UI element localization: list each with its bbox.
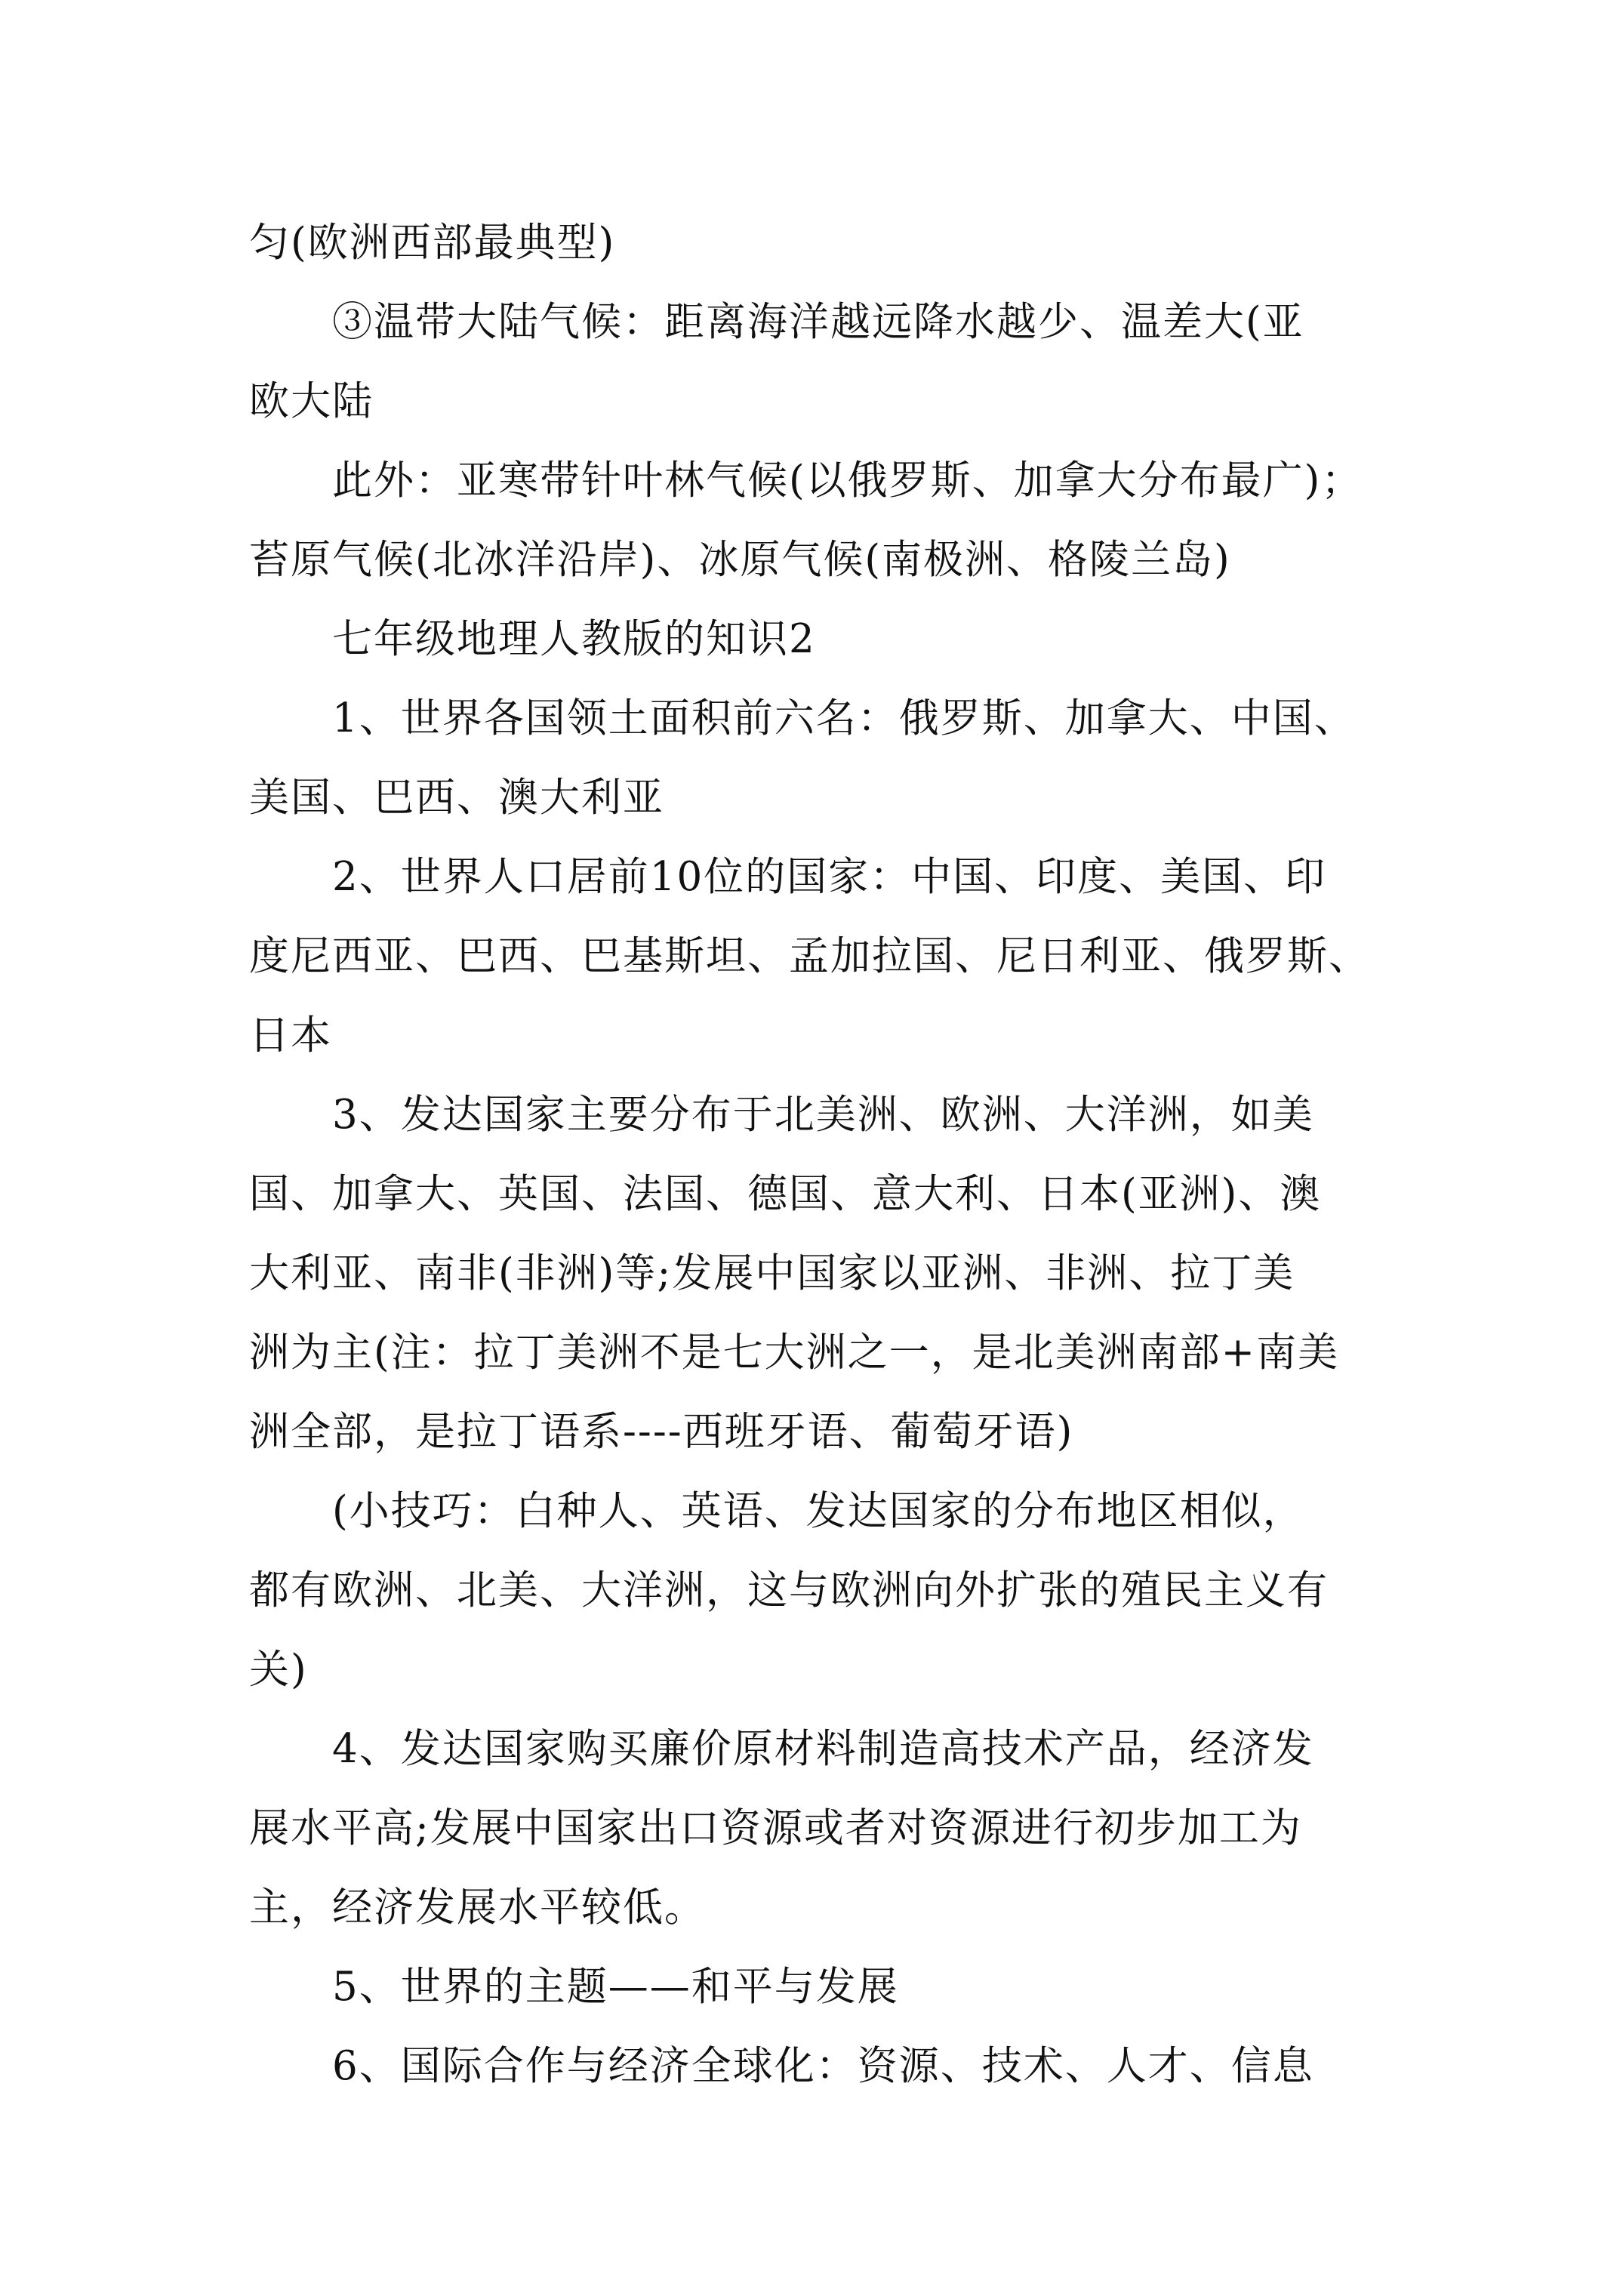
text-line: 都有欧洲、北美、大洋洲，这与欧洲向外扩张的殖民主义有 xyxy=(249,1567,1329,1613)
text-line: 度尼西亚、巴西、巴基斯坦、孟加拉国、尼日利亚、俄罗斯、 xyxy=(249,933,1370,979)
text-line: 展水平高;发展中国家出口资源或者对资源进行初步加工为 xyxy=(249,1805,1302,1851)
text-line: 洲为主(注：拉丁美洲不是七大洲之一，是北美洲南部+南美 xyxy=(249,1330,1340,1376)
text-line: 6、国际合作与经济全球化：资源、技术、人才、信息 xyxy=(332,2043,1314,2089)
text-line: (小技巧：白种人、英语、发达国家的分布地区相似， xyxy=(332,1488,1304,1534)
text-line: 国、加拿大、英国、法国、德国、意大利、日本(亚洲)、澳 xyxy=(249,1171,1322,1217)
text-line: 匀(欧洲西部最典型) xyxy=(249,220,616,266)
text-line: 此外：亚寒带针叶林气候(以俄罗斯、加拿大分布最广)； xyxy=(332,458,1363,504)
text-line: 苔原气候(北冰洋沿岸)、冰原气候(南极洲、格陵兰岛) xyxy=(249,537,1231,583)
section-heading: 七年级地理人教版的知识2 xyxy=(332,616,816,662)
text-line: 2、世界人口居前10位的国家：中国、印度、美国、印 xyxy=(332,854,1327,900)
text-line: 大利亚、南非(非洲)等;发展中国家以亚洲、非洲、拉丁美 xyxy=(249,1250,1295,1296)
text-line: 4、发达国家购买廉价原材料制造高技术产品，经济发 xyxy=(332,1726,1314,1772)
text-line: 主，经济发展水平较低。 xyxy=(249,1885,706,1931)
text-line: 洲全部，是拉丁语系----西班牙语、葡萄牙语) xyxy=(249,1409,1074,1455)
text-line: ③温带大陆气候：距离海洋越远降水越少、温差大(亚 xyxy=(332,299,1304,345)
text-line: 欧大陆 xyxy=(249,378,374,424)
text-line: 关) xyxy=(249,1647,308,1693)
text-line: 3、发达国家主要分布于北美洲、欧洲、大洋洲，如美 xyxy=(332,1092,1314,1138)
text-line: 1、世界各国领土面积前六名：俄罗斯、加拿大、中国、 xyxy=(332,695,1356,741)
text-line: 5、世界的主题——和平与发展 xyxy=(332,1964,899,2010)
text-line: 美国、巴西、澳大利亚 xyxy=(249,775,664,821)
text-line: 日本 xyxy=(249,1012,332,1059)
